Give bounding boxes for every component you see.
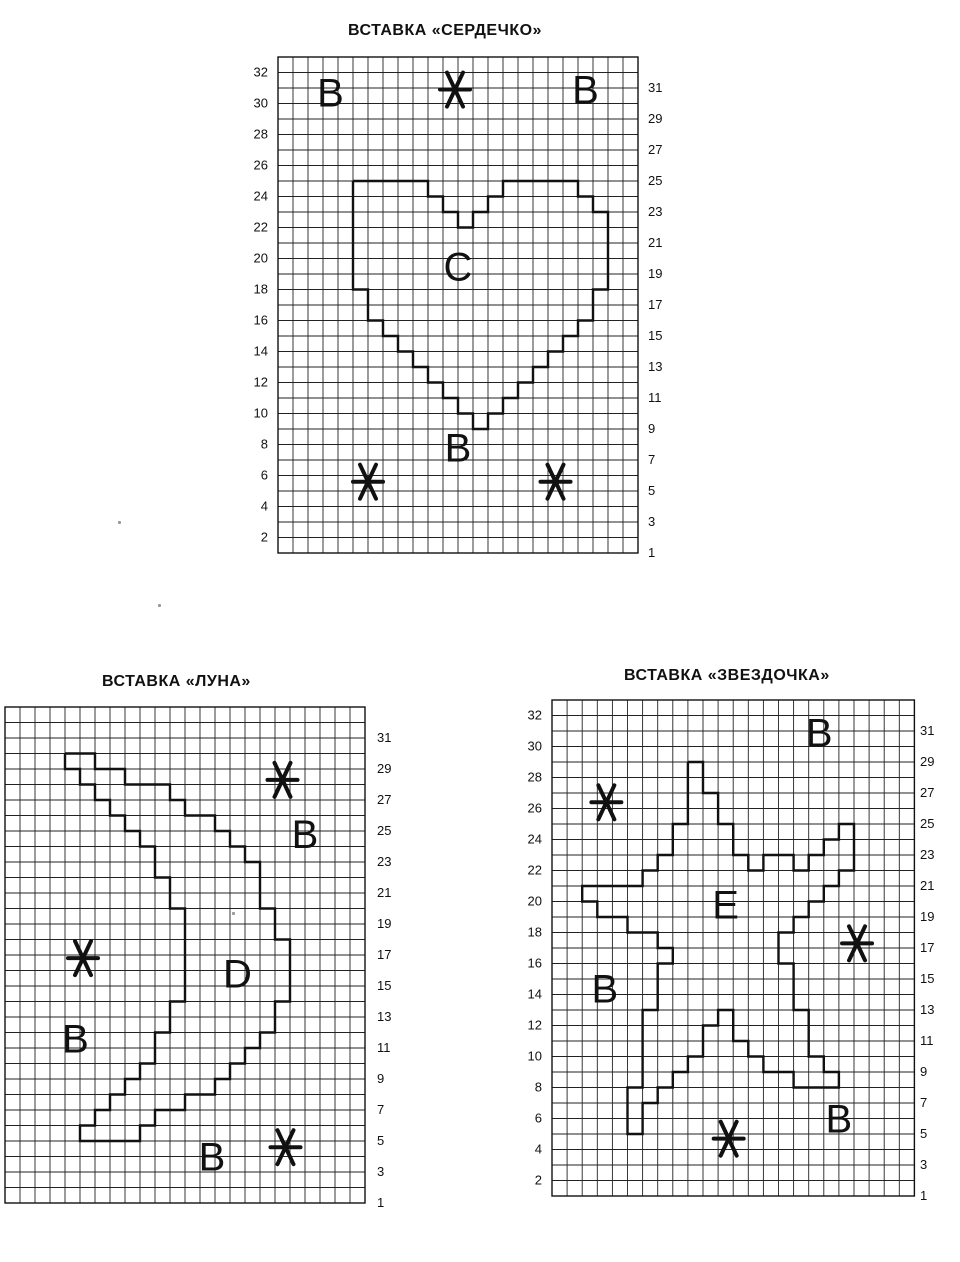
row-label-left: 22 [527, 862, 542, 878]
row-label-left: 20 [527, 893, 542, 909]
row-label-right: 15 [648, 328, 663, 343]
row-label-right: 9 [648, 421, 656, 436]
color-letter-B: B [198, 1135, 226, 1180]
row-label-left: 12 [527, 1017, 542, 1033]
row-label-right: 7 [377, 1102, 385, 1117]
row-label-right: 23 [377, 854, 392, 869]
moon-motif-outline [65, 754, 290, 1142]
row-label-right: 11 [377, 1040, 391, 1055]
row-label-left: 10 [527, 1048, 542, 1064]
row-label-left: 14 [253, 343, 268, 359]
asterisk-symbol [842, 926, 872, 960]
row-label-left: 32 [253, 64, 268, 80]
row-label-left: 24 [253, 188, 268, 204]
row-label-left: 28 [253, 126, 268, 142]
scan-speck [118, 521, 121, 524]
row-label-left: 30 [527, 738, 542, 754]
row-label-right: 3 [648, 514, 656, 529]
row-label-right: 11 [920, 1033, 934, 1048]
row-label-right: 17 [920, 940, 935, 955]
row-label-right: 1 [377, 1195, 385, 1210]
moon-chart-title: ВСТАВКА «ЛУНА» [102, 673, 251, 690]
color-letter-C: C [443, 245, 473, 290]
row-label-left: 2 [534, 1172, 542, 1188]
row-label-left: 14 [527, 986, 542, 1002]
row-label-right: 31 [920, 723, 935, 738]
heart-chart [200, 50, 680, 570]
row-label-right: 21 [648, 235, 663, 250]
row-label-right: 15 [920, 971, 935, 986]
row-label-right: 23 [920, 847, 935, 862]
row-label-right: 23 [648, 204, 663, 219]
heart-grid [278, 57, 638, 553]
row-label-left: 6 [260, 467, 268, 483]
row-label-left: 26 [527, 800, 542, 816]
color-letter-D: D [223, 952, 252, 997]
row-label-right: 1 [920, 1188, 928, 1203]
row-label-right: 17 [648, 297, 663, 312]
heart-chart-title: ВСТАВКА «СЕРДЕЧКО» [348, 22, 542, 39]
color-letter-B: B [317, 71, 344, 116]
row-label-left: 16 [527, 955, 542, 971]
color-letter-B: B [805, 711, 833, 756]
row-label-left: 18 [527, 924, 542, 940]
row-label-right: 7 [920, 1095, 928, 1110]
color-letter-E: E [712, 883, 739, 928]
row-label-left: 6 [534, 1110, 542, 1126]
row-label-right: 27 [377, 792, 392, 807]
color-letter-B: B [444, 426, 472, 471]
row-label-right: 29 [648, 111, 663, 126]
row-label-right: 15 [377, 978, 392, 993]
row-label-left: 18 [253, 281, 268, 297]
row-label-right: 19 [377, 916, 392, 931]
row-label-right: 5 [377, 1133, 385, 1148]
row-label-left: 32 [527, 707, 542, 723]
row-label-right: 13 [920, 1002, 935, 1017]
row-label-left: 4 [260, 498, 268, 514]
row-label-right: 19 [920, 909, 935, 924]
row-label-right: 5 [648, 483, 656, 498]
row-label-left: 12 [253, 374, 268, 390]
row-label-right: 27 [920, 785, 935, 800]
asterisk-symbol [68, 941, 98, 975]
color-letter-B: B [62, 1017, 89, 1062]
row-label-right: 11 [648, 390, 662, 405]
row-label-right: 19 [648, 266, 663, 281]
row-label-right: 13 [377, 1009, 392, 1024]
row-label-left: 24 [527, 831, 542, 847]
moon-chart [0, 700, 420, 1210]
asterisk-symbol [268, 763, 298, 797]
row-label-left: 26 [253, 157, 268, 173]
row-label-right: 9 [920, 1064, 928, 1079]
row-label-right: 31 [648, 80, 663, 95]
row-label-left: 22 [253, 219, 268, 235]
row-label-right: 9 [377, 1071, 385, 1086]
row-label-right: 3 [377, 1164, 385, 1179]
row-label-right: 5 [920, 1126, 928, 1141]
row-label-left: 28 [527, 769, 542, 785]
row-label-left: 8 [260, 436, 268, 452]
row-label-right: 21 [920, 878, 935, 893]
row-label-right: 29 [920, 754, 935, 769]
row-label-right: 31 [377, 730, 392, 745]
row-label-right: 25 [920, 816, 935, 831]
star-chart-title: ВСТАВКА «ЗВЕЗДОЧКА» [624, 667, 830, 684]
row-label-right: 25 [648, 173, 663, 188]
row-label-right: 1 [648, 545, 656, 560]
scan-speck [158, 604, 161, 607]
row-label-left: 16 [253, 312, 268, 328]
color-letter-B: B [591, 967, 619, 1012]
color-letter-B: B [825, 1097, 853, 1142]
color-letter-B: B [291, 813, 319, 858]
row-label-right: 13 [648, 359, 663, 374]
row-label-right: 25 [377, 823, 392, 838]
color-letter-B: B [572, 68, 599, 113]
row-label-right: 27 [648, 142, 663, 157]
row-label-left: 4 [534, 1141, 542, 1157]
asterisk-symbol [591, 785, 621, 819]
row-label-right: 7 [648, 452, 656, 467]
row-label-right: 3 [920, 1157, 928, 1172]
row-label-right: 29 [377, 761, 392, 776]
scan-speck [232, 912, 235, 915]
asterisk-symbol [541, 465, 571, 499]
row-label-right: 17 [377, 947, 392, 962]
row-label-left: 10 [253, 405, 268, 421]
row-label-left: 8 [534, 1079, 542, 1095]
row-label-left: 20 [253, 250, 268, 266]
row-label-left: 30 [253, 95, 268, 111]
asterisk-symbol [440, 73, 470, 107]
star-chart [500, 692, 960, 1212]
row-label-right: 21 [377, 885, 392, 900]
row-label-left: 2 [260, 529, 268, 545]
